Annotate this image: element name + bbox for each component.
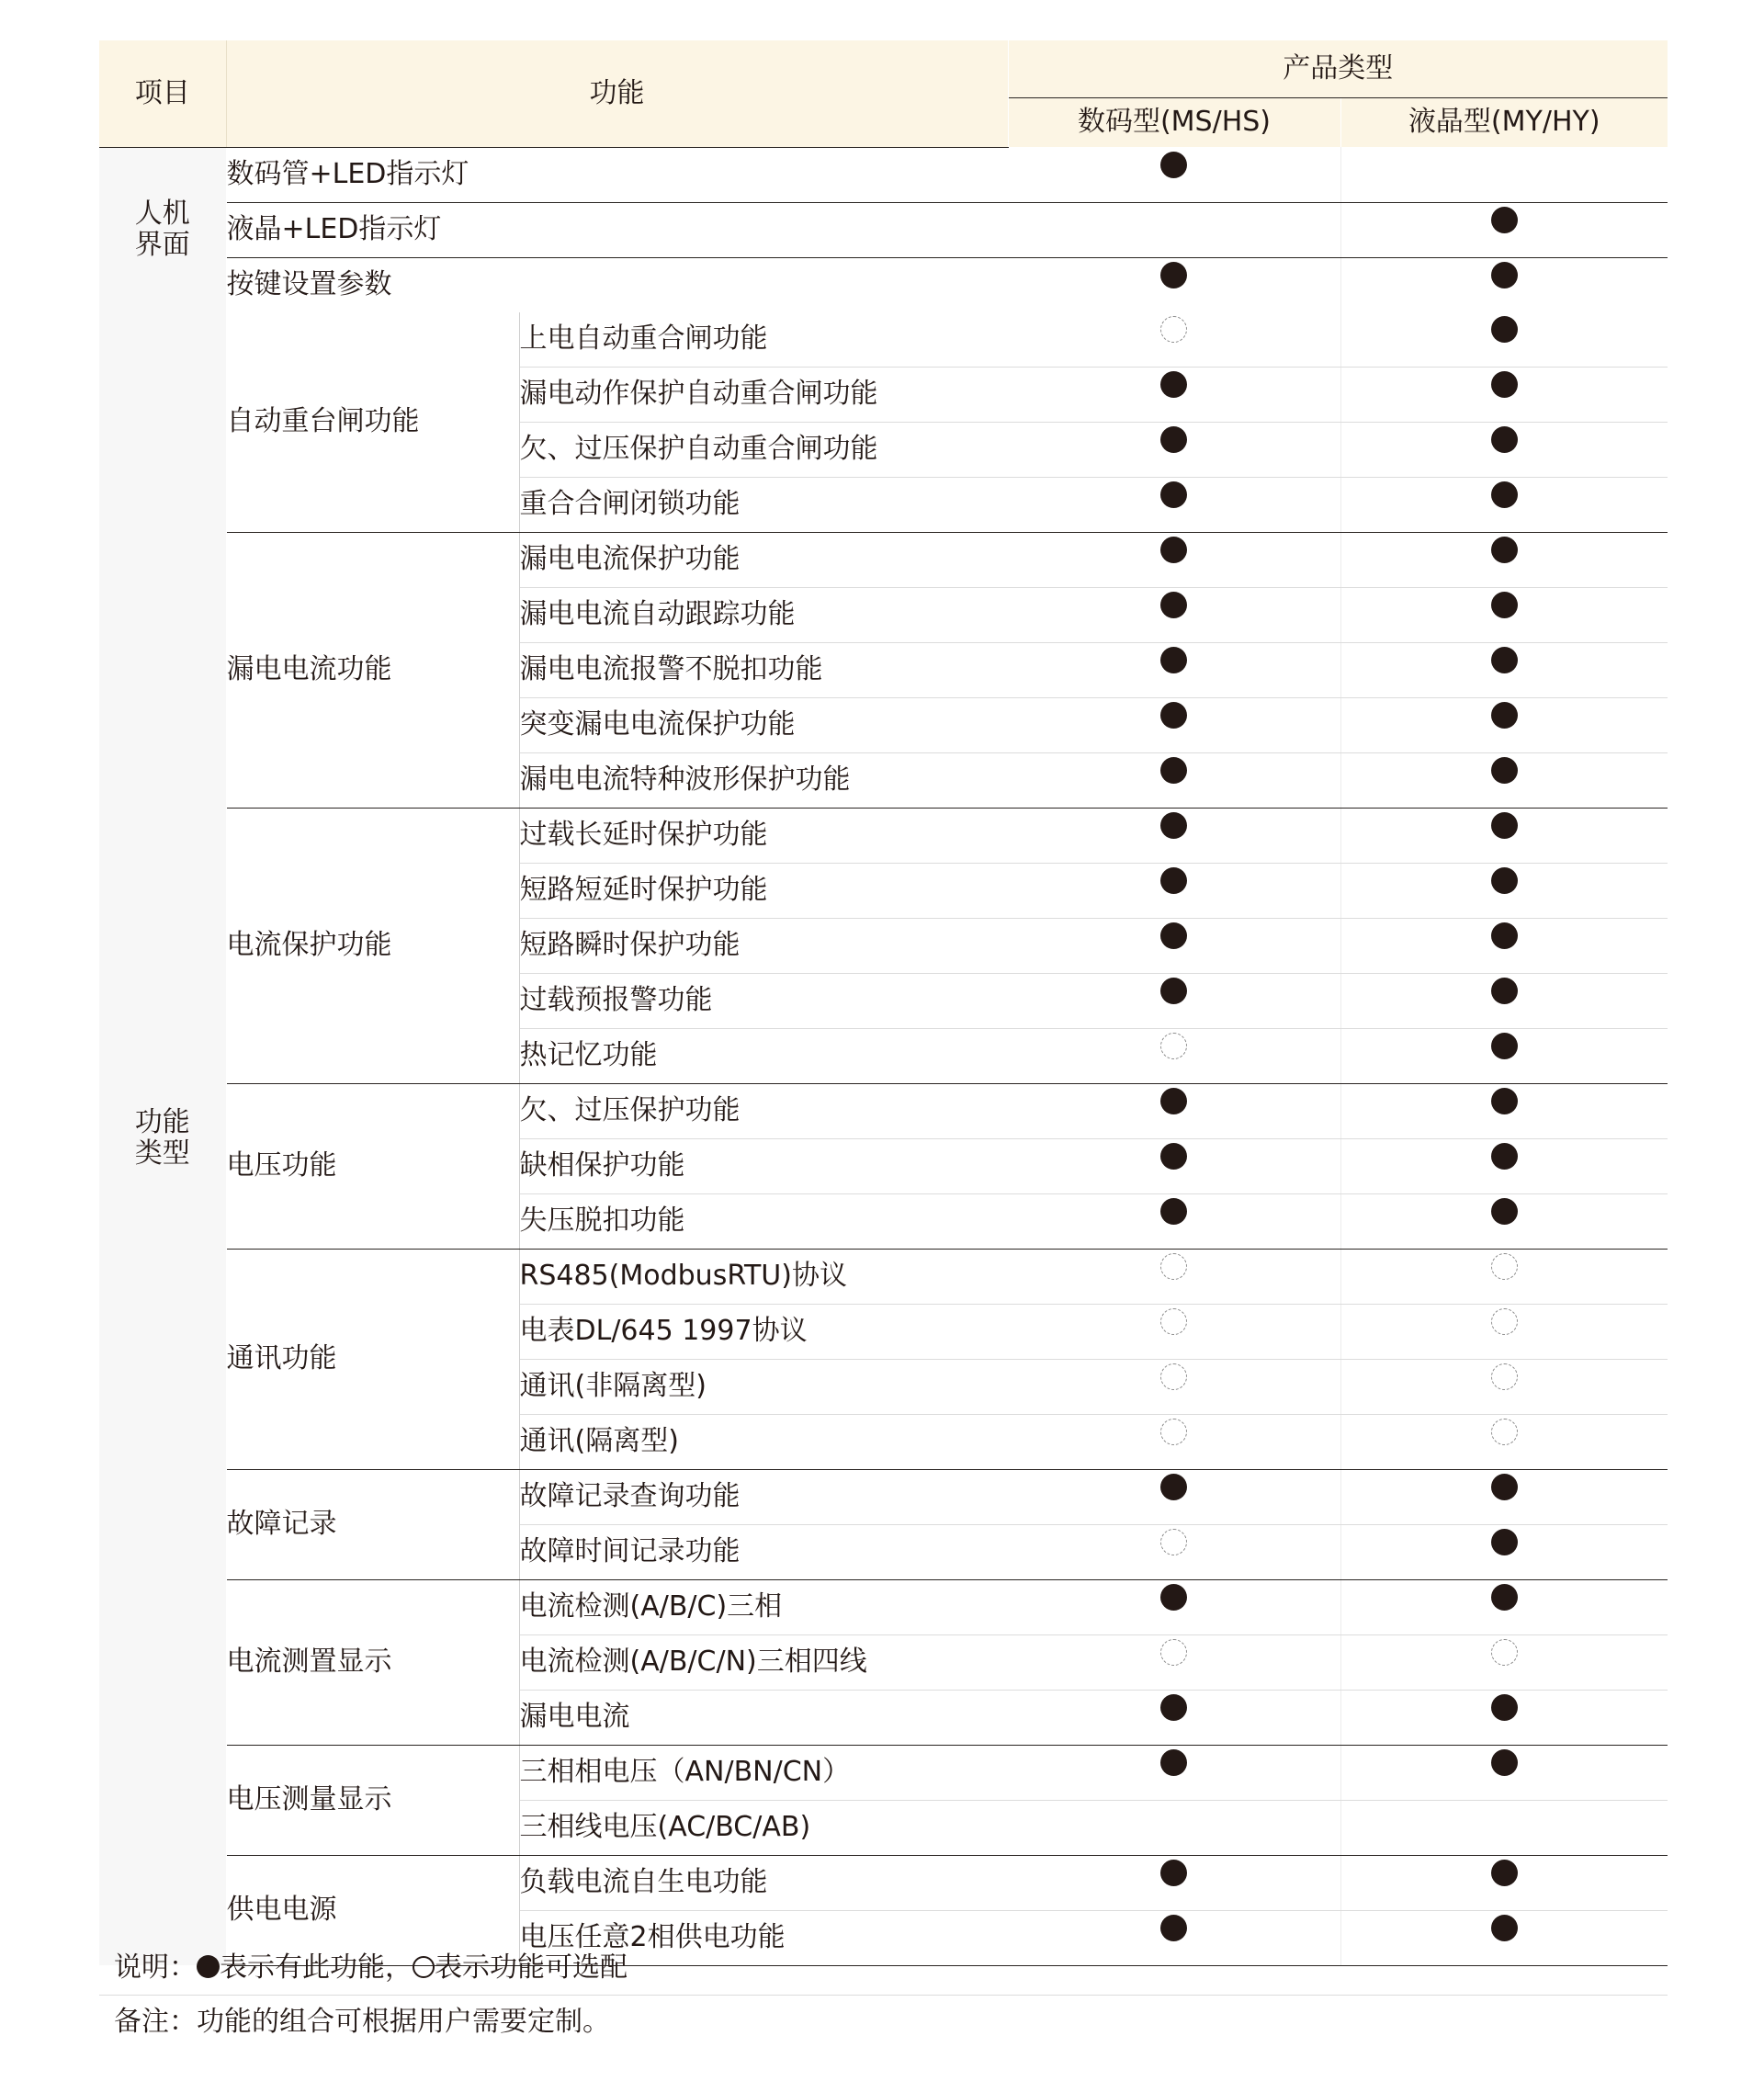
digital-cell — [1008, 1745, 1340, 1800]
table-row — [99, 1249, 1668, 1304]
hollow-circle-icon — [413, 1956, 435, 1978]
lcd-cell — [1340, 1579, 1668, 1634]
dashed-circle-icon — [1160, 1419, 1187, 1445]
function-label: 欠、过压保护自动重合闸功能 — [519, 422, 1008, 477]
digital-cell — [1008, 863, 1340, 918]
filled-dot-icon — [1160, 1584, 1187, 1611]
filled-dot-icon — [1491, 1584, 1518, 1611]
filled-dot-icon — [1491, 316, 1518, 343]
category-cell — [99, 312, 226, 1966]
digital-cell — [1008, 1800, 1340, 1855]
lcd-cell — [1340, 1469, 1668, 1524]
category-label: 功能 — [134, 1105, 190, 1138]
digital-cell — [1008, 367, 1340, 422]
filled-dot-icon — [1160, 1749, 1187, 1776]
digital-cell — [1008, 1690, 1340, 1745]
digital-cell — [1008, 1414, 1340, 1469]
filled-dot-icon — [1160, 1915, 1187, 1941]
filled-dot-icon — [1160, 1474, 1187, 1500]
lcd-cell — [1340, 587, 1668, 642]
function-label: 漏电动作保护自动重合闸功能 — [519, 367, 1008, 422]
digital-cell — [1008, 147, 1340, 202]
digital-cell — [1008, 1083, 1340, 1138]
digital-cell — [1008, 587, 1340, 642]
lcd-cell — [1340, 1800, 1668, 1855]
group-label: 漏电电流功能 — [226, 532, 519, 808]
digital-cell — [1008, 1304, 1340, 1359]
function-label: 电表DL/645 1997协议 — [519, 1304, 1008, 1359]
function-label: 通讯(隔离型) — [519, 1414, 1008, 1469]
digital-cell — [1008, 1028, 1340, 1083]
filled-dot-icon — [1160, 262, 1187, 288]
filled-dot-icon — [1160, 1143, 1187, 1170]
dashed-circle-icon — [1160, 1253, 1187, 1280]
filled-dot-icon — [1491, 1860, 1518, 1886]
function-comparison-table — [99, 40, 1668, 1966]
lcd-cell — [1340, 1028, 1668, 1083]
digital-cell — [1008, 202, 1340, 257]
lcd-cell — [1340, 1745, 1668, 1800]
function-label: 三相相电压（AN/BN/CN） — [519, 1745, 1008, 1800]
lcd-cell — [1340, 1083, 1668, 1138]
function-label: 过载预报警功能 — [519, 973, 1008, 1028]
header-function: 功能 — [226, 40, 1008, 147]
lcd-cell — [1340, 808, 1668, 863]
header-item: 项目 — [99, 40, 226, 147]
filled-dot-icon — [1491, 262, 1518, 288]
dashed-circle-icon — [1160, 1363, 1187, 1390]
filled-dot-icon — [1160, 537, 1187, 563]
group-label: 故障记录 — [226, 1469, 519, 1579]
filled-dot-icon — [1491, 1198, 1518, 1225]
digital-cell — [1008, 1524, 1340, 1579]
filled-dot-icon — [1160, 152, 1187, 178]
legend-prefix: 说明： — [114, 1951, 197, 1984]
function-label: 过载长延时保护功能 — [519, 808, 1008, 863]
function-label: 按键设置参数 — [226, 267, 392, 300]
filled-dot-icon — [1491, 812, 1518, 839]
filled-dot-icon — [1491, 1143, 1518, 1170]
group-label: 供电电源 — [226, 1855, 519, 1965]
lcd-cell — [1340, 1138, 1668, 1193]
function-label: RS485(ModbusRTU)协议 — [519, 1249, 1008, 1304]
table-row — [99, 1469, 1668, 1524]
category-label: 人机 — [134, 197, 190, 230]
function-label: 漏电电流特种波形保护功能 — [519, 752, 1008, 808]
filled-dot-icon — [1491, 592, 1518, 618]
filled-dot-icon — [1491, 1694, 1518, 1721]
filled-dot-icon — [1491, 426, 1518, 453]
function-label: 故障时间记录功能 — [519, 1524, 1008, 1579]
filled-dot-icon — [1491, 647, 1518, 673]
function-label: 三相线电压(AC/BC/AB) — [519, 1800, 1008, 1855]
digital-cell — [1008, 312, 1340, 368]
filled-dot-icon — [1491, 867, 1518, 894]
category-cell — [99, 147, 226, 312]
table-row — [99, 1855, 1668, 1910]
dashed-circle-icon — [1491, 1639, 1518, 1666]
function-label: 缺相保护功能 — [519, 1138, 1008, 1193]
digital-cell — [1008, 1138, 1340, 1193]
lcd-cell — [1340, 863, 1668, 918]
table-row — [99, 1083, 1668, 1138]
function-label: 数码管+LED指示灯 — [226, 147, 1008, 202]
header-digital-type: 数码型(MS/HS) — [1008, 98, 1340, 148]
legend-full-text: 表示有此功能， — [220, 1951, 413, 1984]
group-label: 电流保护功能 — [226, 808, 519, 1083]
lcd-cell — [1340, 642, 1668, 697]
header-lcd-type: 液晶型(MY/HY) — [1340, 98, 1668, 148]
function-label: 突变漏电电流保护功能 — [519, 697, 1008, 752]
filled-dot-icon — [1160, 647, 1187, 673]
table-row — [99, 532, 1668, 587]
remark-note: 备注：功能的组合可根据用户需要定制。 — [114, 2006, 610, 2038]
legend-optional-text: 表示功能可选配 — [435, 1951, 628, 1984]
filled-dot-icon — [1160, 592, 1187, 618]
filled-dot-icon — [1491, 922, 1518, 949]
digital-cell — [1008, 1249, 1340, 1304]
lcd-cell — [1340, 312, 1668, 368]
function-label: 短路短延时保护功能 — [519, 863, 1008, 918]
filled-dot-icon — [1491, 702, 1518, 729]
table-row — [99, 147, 1668, 202]
table-row — [99, 202, 1668, 257]
lcd-cell — [1340, 1634, 1668, 1690]
lcd-cell — [1340, 1855, 1668, 1910]
digital-cell — [1008, 1634, 1340, 1690]
lcd-cell — [1340, 1193, 1668, 1249]
lcd-cell — [1340, 367, 1668, 422]
function-label: 失压脱扣功能 — [519, 1193, 1008, 1249]
table-row — [99, 312, 1668, 368]
function-label: 上电自动重合闸功能 — [519, 312, 1008, 368]
dashed-circle-icon — [1160, 316, 1187, 343]
digital-cell — [1008, 808, 1340, 863]
filled-dot-icon — [1491, 978, 1518, 1004]
function-label: 漏电电流自动跟踪功能 — [519, 587, 1008, 642]
function-label: 电流检测(A/B/C/N)三相四线 — [519, 1634, 1008, 1690]
digital-cell — [1008, 918, 1340, 973]
filled-dot-icon — [1160, 1198, 1187, 1225]
digital-cell — [1008, 752, 1340, 808]
function-label: 漏电电流保护功能 — [519, 532, 1008, 587]
lcd-cell — [1340, 1249, 1668, 1304]
group-label: 电流测置显示 — [226, 1579, 519, 1745]
function-label: 重合合闸闭锁功能 — [519, 477, 1008, 532]
dashed-circle-icon — [1491, 1308, 1518, 1335]
filled-dot-icon — [1491, 537, 1518, 563]
digital-cell — [1008, 1469, 1340, 1524]
digital-cell — [1008, 422, 1340, 477]
lcd-cell — [1340, 1359, 1668, 1414]
lcd-cell — [1340, 697, 1668, 752]
dashed-circle-icon — [1160, 1033, 1187, 1059]
table-row — [99, 257, 1668, 312]
lcd-cell — [1340, 532, 1668, 587]
filled-dot-icon — [1160, 1860, 1187, 1886]
filled-dot-icon — [1491, 1033, 1518, 1059]
filled-dot-icon — [1160, 757, 1187, 784]
lcd-cell — [1340, 477, 1668, 532]
dashed-circle-icon — [1160, 1308, 1187, 1335]
function-label: 欠、过压保护功能 — [519, 1083, 1008, 1138]
legend-note — [99, 1941, 1668, 1996]
dashed-circle-icon — [1160, 1639, 1187, 1666]
function-label: 漏电电流报警不脱扣功能 — [519, 642, 1008, 697]
lcd-cell — [1340, 1414, 1668, 1469]
filled-dot-icon — [1491, 371, 1518, 398]
lcd-cell — [1340, 973, 1668, 1028]
dashed-circle-icon — [1491, 1363, 1518, 1390]
group-label: 电压测量显示 — [226, 1745, 519, 1855]
lcd-cell — [1340, 1690, 1668, 1745]
filled-dot-icon — [1160, 812, 1187, 839]
filled-dot-icon — [1160, 371, 1187, 398]
digital-cell — [1008, 532, 1340, 587]
filled-dot-icon — [1491, 1749, 1518, 1776]
filled-dot-icon — [1160, 426, 1187, 453]
filled-dot-icon — [1160, 1088, 1187, 1114]
filled-dot-icon — [1160, 978, 1187, 1004]
filled-dot-icon — [1160, 867, 1187, 894]
digital-cell — [1008, 1579, 1340, 1634]
table-row — [99, 1745, 1668, 1800]
filled-dot-icon — [1491, 1529, 1518, 1555]
lcd-cell — [1340, 918, 1668, 973]
digital-cell — [1008, 1359, 1340, 1414]
function-label: 通讯(非隔离型) — [519, 1359, 1008, 1414]
digital-cell — [1008, 697, 1340, 752]
header-product-type: 产品类型 — [1008, 40, 1668, 98]
filled-dot-icon — [1160, 481, 1187, 508]
dashed-circle-icon — [1491, 1253, 1518, 1280]
filled-dot-icon — [1491, 1088, 1518, 1114]
lcd-cell — [1340, 1524, 1668, 1579]
filled-dot-icon — [1160, 922, 1187, 949]
lcd-cell — [1340, 147, 1668, 202]
group-label: 电压功能 — [226, 1083, 519, 1249]
function-label: 漏电电流 — [519, 1690, 1008, 1745]
function-label: 液晶+LED指示灯 — [226, 202, 1008, 257]
filled-dot-icon — [1491, 481, 1518, 508]
function-label: 电压任意2相供电功能 — [519, 1910, 1008, 1965]
digital-cell — [1008, 1855, 1340, 1910]
digital-cell — [1008, 973, 1340, 1028]
group-label: 通讯功能 — [226, 1249, 519, 1469]
lcd-cell — [1340, 202, 1668, 257]
filled-dot-icon — [1491, 1474, 1518, 1500]
filled-dot-icon — [1491, 207, 1518, 233]
lcd-cell — [1340, 752, 1668, 808]
filled-dot-icon — [197, 1955, 220, 1978]
filled-dot-icon — [1160, 702, 1187, 729]
table-row — [99, 1579, 1668, 1634]
dashed-circle-icon — [1491, 1419, 1518, 1445]
function-label: 短路瞬时保护功能 — [519, 918, 1008, 973]
category-label: 类型 — [134, 1137, 190, 1171]
function-label: 故障记录查询功能 — [519, 1469, 1008, 1524]
digital-cell — [1008, 642, 1340, 697]
category-label: 界面 — [134, 229, 190, 261]
notes — [99, 1941, 1668, 2049]
table-row — [99, 808, 1668, 863]
digital-cell — [1008, 257, 1340, 312]
function-label: 热记忆功能 — [519, 1028, 1008, 1083]
filled-dot-icon — [1160, 1694, 1187, 1721]
filled-dot-icon — [1491, 1915, 1518, 1941]
lcd-cell — [1340, 257, 1668, 312]
lcd-cell — [1340, 422, 1668, 477]
function-label: 负载电流自生电功能 — [519, 1855, 1008, 1910]
digital-cell — [1008, 1193, 1340, 1249]
dashed-circle-icon — [1160, 1529, 1187, 1555]
digital-cell — [1008, 477, 1340, 532]
function-label: 电流检测(A/B/C)三相 — [519, 1579, 1008, 1634]
lcd-cell — [1340, 1304, 1668, 1359]
filled-dot-icon — [1491, 757, 1518, 784]
group-label: 自动重台闸功能 — [226, 312, 519, 533]
